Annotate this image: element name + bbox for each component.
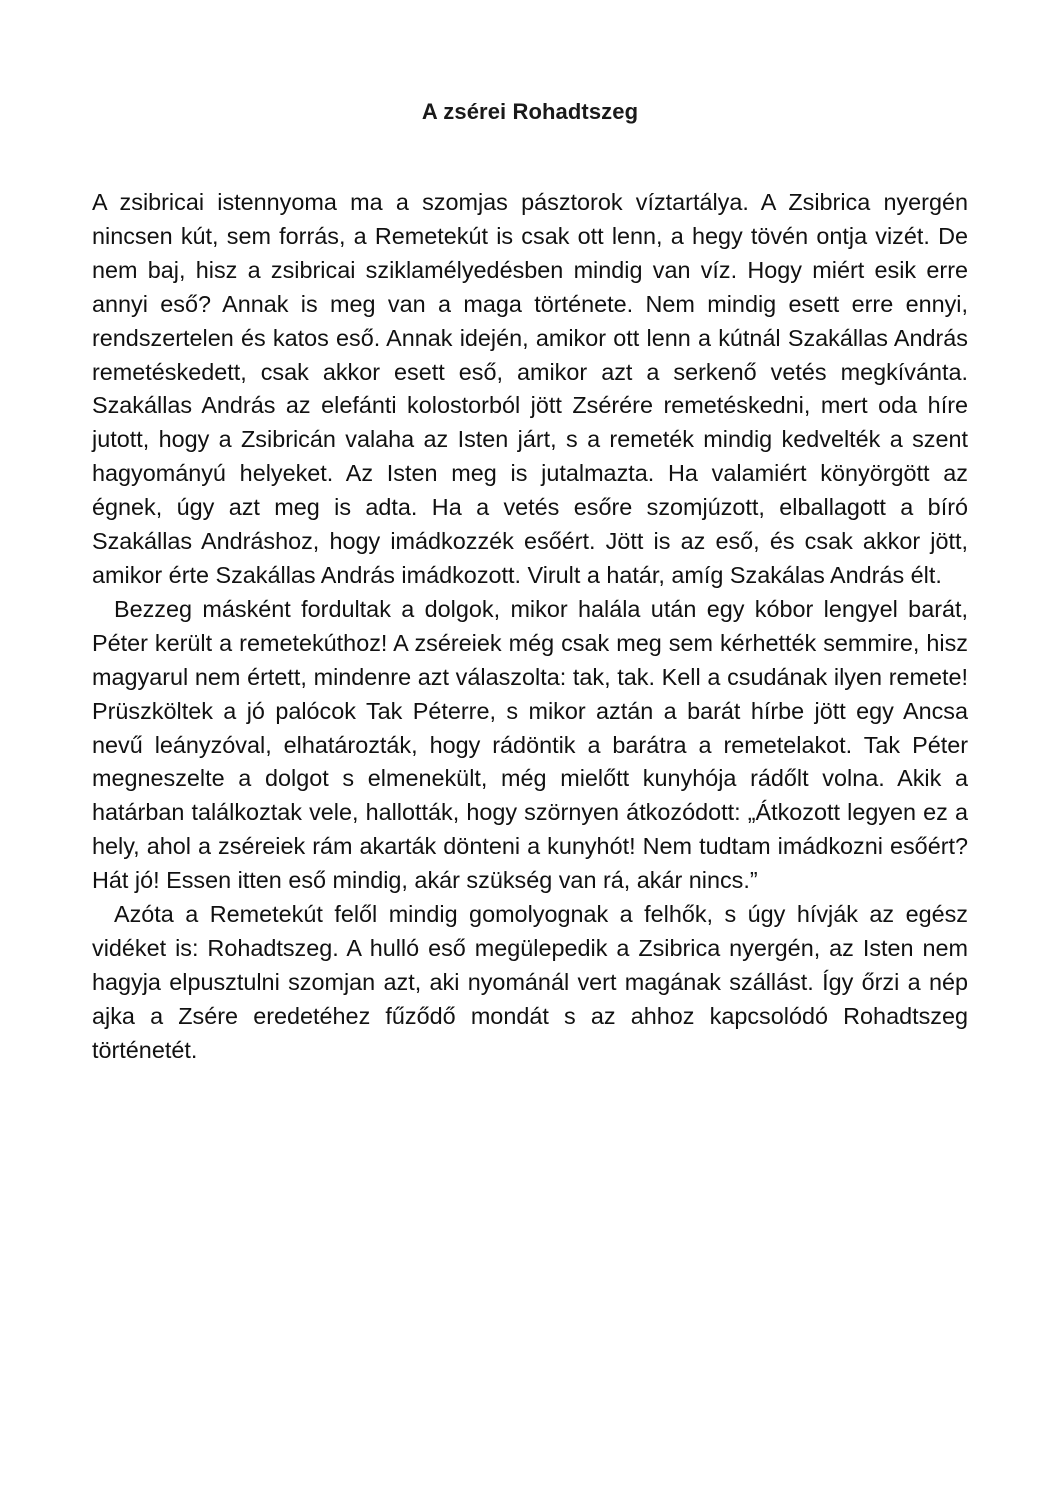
paragraph-3: Azóta a Remetekút felől mindig gomolyognak a felhők, s úgy hívják az egész vidéket is: Rohadtszeg. A hulló eső megülepedik a Zsibrica nyergén, az Isten nem hagyja elpusztulni szomjan azt, aki nyománál vert magának szállást. Így őrzi a nép ajka a Zsére eredetéhez fűződő mondát s az ahhoz kapcsolódó Rohadtszeg történetét.	[92, 901, 968, 1063]
page-title: A zsérei Rohadtszeg	[421, 98, 639, 124]
paragraph-2: Bezzeg másként fordultak a dolgok, mikor halála után egy kóbor lengyel barát, Péter került a remetekúthoz! A zséreiek még csak meg sem kérhették semmire, hisz magyarul nem értett, mindenre azt válaszolta: tak, tak. Kell a csudának ilyen remete! Prüszköltek a jó palócok Tak Péterre, s mikor aztán a barát hírbe jött egy Ancsa nevű leányzóval, elhatározták, hogy rádöntik a barátra a remetelakot. Tak Péter megneszelte a dolgot s elmenekült, még mielőtt kunyhója rádőlt volna. Akik a határban találkoztak vele, hallották, hogy szörnyen átkozódott: „Átkozott legyen ez a hely, ahol a zséreiek rám akarták dönteni a kunyhót! Nem tudtam imádkozni esőért? Hát jó! Essen itten eső mindig, akár szükség van rá, akár nincs.”	[92, 595, 968, 894]
paragraph-1: A zsibricai istennyoma ma a szomjas pásztorok víztartálya. A Zsibrica nyergén nincsen kút, sem forrás, a Remetekút is csak ott lenn, a hegy tövén ontja vizét. De nem baj, hisz a zsibricai sziklamélyedésben mindig van víz. Hogy miért esik erre annyi eső? Annak is meg van a maga története. Nem mindig esett erre ennyi, rendszertelen és katos eső. Annak idején, amikor ott lenn a kútnál Szakállas András remetéskedett, csak akkor esett eső, amikor azt a serkenő vetés megkívánta. Szakállas András az elefánti kolostorból jött Zsérére remetéskedni, mert oda híre jutott, hogy a Zsibricán valaha az Isten járt, s a remeték mindig kedvelték a szent hagyományú helyeket. Az Isten meg is jutalmazta. Ha valamiért könyörgött az égnek, úgy azt meg is adta. Ha a vetés esőre szomjúzott, elballagott a bíró Szakállas Andráshoz, hogy imádkozzék esőért. Jött is az eső, és csak akkor jött, amikor érte Szakállas András imádkozott. Virult a határ, amíg Szakálas András élt.	[92, 189, 968, 588]
document-body	[92, 186, 968, 1068]
